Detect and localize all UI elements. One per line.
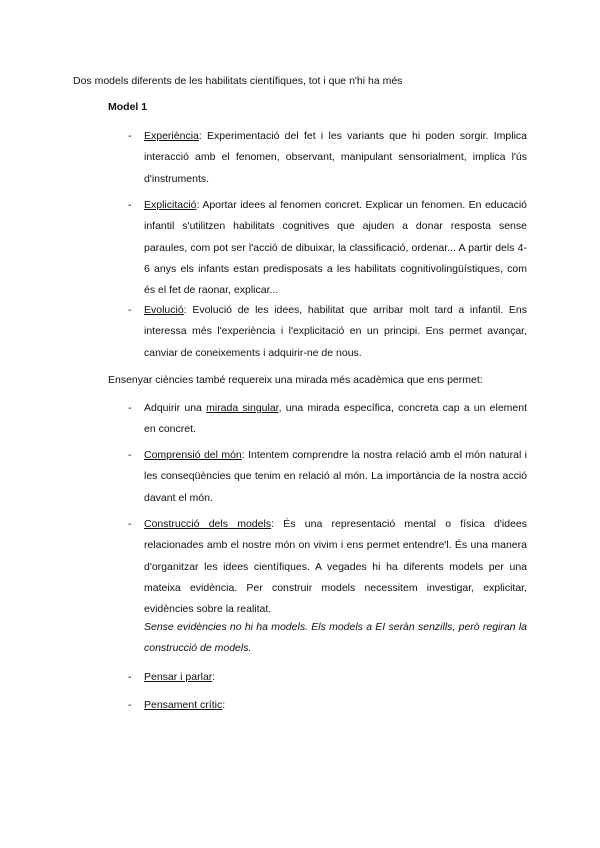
term-construccio-dels-models: Construcció dels models bbox=[144, 518, 272, 530]
term-comprensio-del-mon: Comprensió del món bbox=[144, 449, 242, 461]
list-bullet: - bbox=[128, 304, 132, 316]
list-bullet: - bbox=[128, 518, 132, 530]
intro-text: Dos models diferents de les habilitats científiques, tot i que n'hi ha més bbox=[73, 75, 403, 87]
term-pensar-i-parlar: Pensar i parlar bbox=[144, 671, 213, 683]
academic-look-paragraph: Ensenyar ciències també requereix una mirada més acadèmica que ens permet: bbox=[108, 374, 483, 386]
list-item-pensar-i-parlar bbox=[144, 667, 527, 688]
item-text: : Intentem comprendre la nostra relació amb el món natural i les conseqüències que tenim en relació al món. La importància de la nostra acció davant el món. bbox=[144, 449, 527, 504]
list-item-comprensio-del-mon bbox=[144, 445, 527, 509]
list-item-explicitacio bbox=[144, 195, 527, 301]
list-bullet: - bbox=[128, 699, 132, 711]
item-text: : Experimentació del fet i les variants que hi poden sorgir. Implica interacció amb el fenomen, observant, manipulant sensorialment, implica l'ús d'instruments. bbox=[144, 130, 527, 185]
item-text: : bbox=[222, 699, 226, 711]
item-text: Adquirir una bbox=[144, 402, 207, 414]
model-1-heading: Model 1 bbox=[108, 101, 148, 113]
list-item-experiencia bbox=[144, 126, 527, 190]
list-item-construccio-dels-models bbox=[144, 514, 527, 620]
list-bullet: - bbox=[128, 402, 132, 414]
list-bullet: - bbox=[128, 199, 132, 211]
item-text: : Evolució de les idees, habilitat que arribar molt tard a infantil. Ens interessa més l'experiència i l'explicitació en un principi. Ens permet avançar, canviar de coneixements i adquirir-ne de nous. bbox=[144, 304, 527, 359]
term-explicitacio: Explicitació bbox=[144, 199, 197, 211]
item-text: , una mirada específica, concreta cap a un element en concret. bbox=[144, 402, 528, 436]
list-item-evolucio bbox=[144, 300, 527, 364]
item-text: : Aportar idees al fenomen concret. Explicar un fenomen. En educació infantil s'utilitzen habilitats cognitives que ajuden a donar resposta sense paraules, com pot ser l'acció de dibuixar, la classificació, ordenar... A partir dels 4-6 anys els infants estan predisposats a les habilitats cognitivolingüístiques, com és el fet de raonar, explicar... bbox=[144, 199, 527, 297]
term-pensament-critic: Pensament crític bbox=[144, 699, 223, 711]
list-bullet: - bbox=[128, 130, 132, 142]
item-text: : bbox=[212, 671, 216, 683]
term-mirada-singular: mirada singular bbox=[206, 402, 279, 414]
term-experiencia: Experiència bbox=[144, 130, 199, 142]
list-item-pensament-critic bbox=[144, 695, 527, 716]
evidence-note: Sense evidències no hi ha models. Els models a EI seràn senzills, però regiran la construcció de models. bbox=[144, 621, 527, 655]
list-item-mirada-singular bbox=[144, 398, 527, 441]
item-text: : És una representació mental o física d'idees relacionades amb el nostre món on vivim i ens permet entendre'l. És una manera d'organitzar les idees científiques. A vegades hi ha diferents models per una mateixa evidència. Per construir models necessitem investigar, explicitar, evidències sobre la realitat. bbox=[144, 518, 527, 616]
term-evolucio: Evolució bbox=[144, 304, 184, 316]
list-bullet: - bbox=[128, 449, 132, 461]
list-bullet: - bbox=[128, 671, 132, 683]
